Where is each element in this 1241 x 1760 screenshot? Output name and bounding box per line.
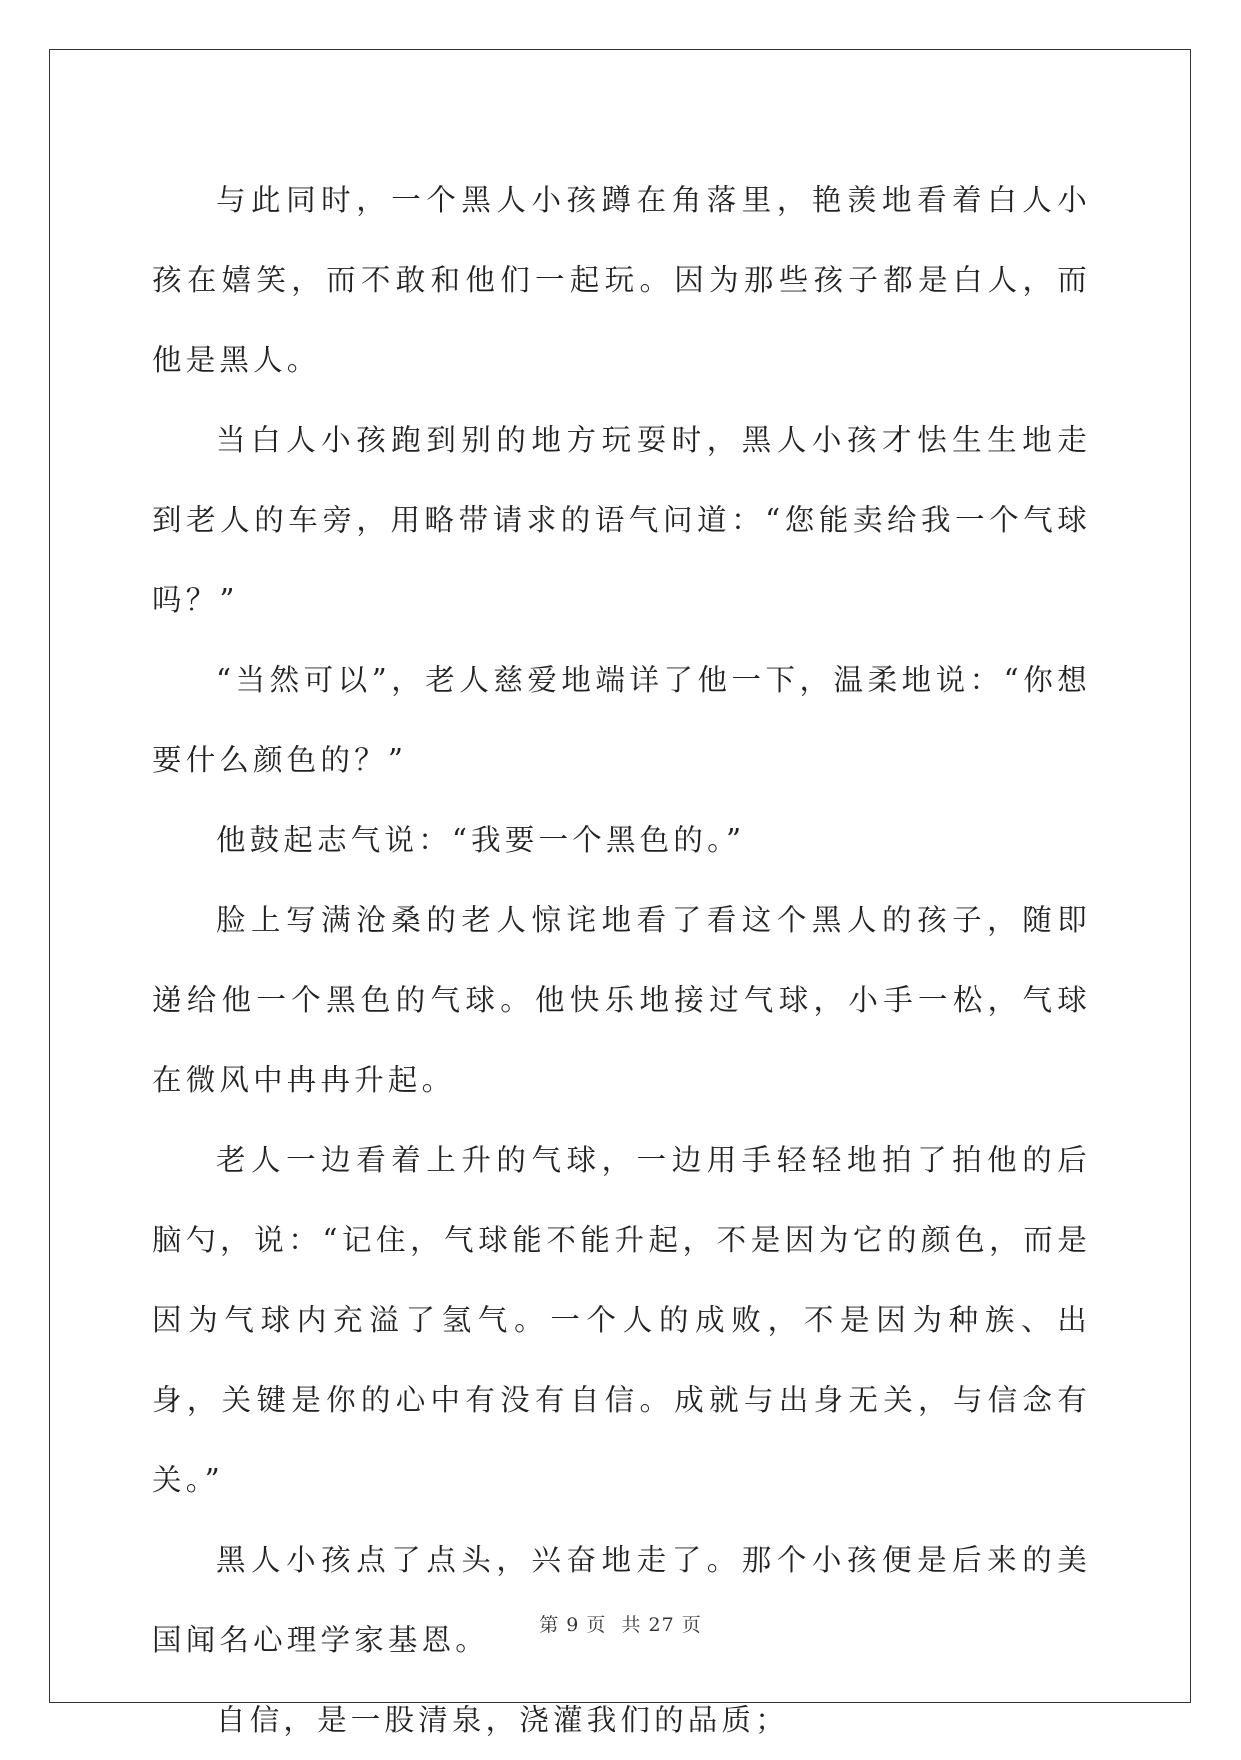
paragraph-4: 他鼓起志气说：“我要一个黑色的。” [216,823,746,857]
paragraph-5: 脸上写满沧桑的老人惊诧地看了看这个黑人的孩子，随即递给他一个黑色的气球。他快乐地接过气球，小手一松，气球在微风中冉冉升起。 [152,903,1091,1097]
paragraph-2: 当白人小孩跑到别的地方玩耍时，黑人小孩才怯生生地走到老人的车旁，用略带请求的语气问道：“您能卖给我一个气球吗？” [152,423,1091,617]
page-total: 共 27 页 [621,1614,702,1636]
document-body [152,160,1091,1760]
paragraph-7: 黑人小孩点了点头，兴奋地走了。那个小孩便是后来的美国闻名心理学家基恩。 [152,1543,1091,1657]
paragraph-6: 老人一边看着上升的气球，一边用手轻轻地拍了拍他的后脑勺，说：“记住，气球能不能升起，不是因为它的颜色，而是因为气球内充溢了氢气。一个人的成败，不是因为种族、出身，关键是你的心中有没有自信。成就与出身无关，与信念有关。” [152,1143,1091,1497]
page-number: 第 9 页 [539,1614,607,1636]
paragraph-1: 与此同时，一个黑人小孩蹲在角落里，艳羡地看着白人小孩在嬉笑，而不敢和他们一起玩。因为那些孩子都是白人，而他是黑人。 [152,183,1091,377]
paragraph-8: 自信，是一股清泉，浇灌我们的品质； [216,1703,789,1737]
page-footer [0,1610,1241,1637]
paragraph-3: “当然可以”，老人慈爱地端详了他一下，温柔地说：“你想要什么颜色的？” [152,663,1091,777]
